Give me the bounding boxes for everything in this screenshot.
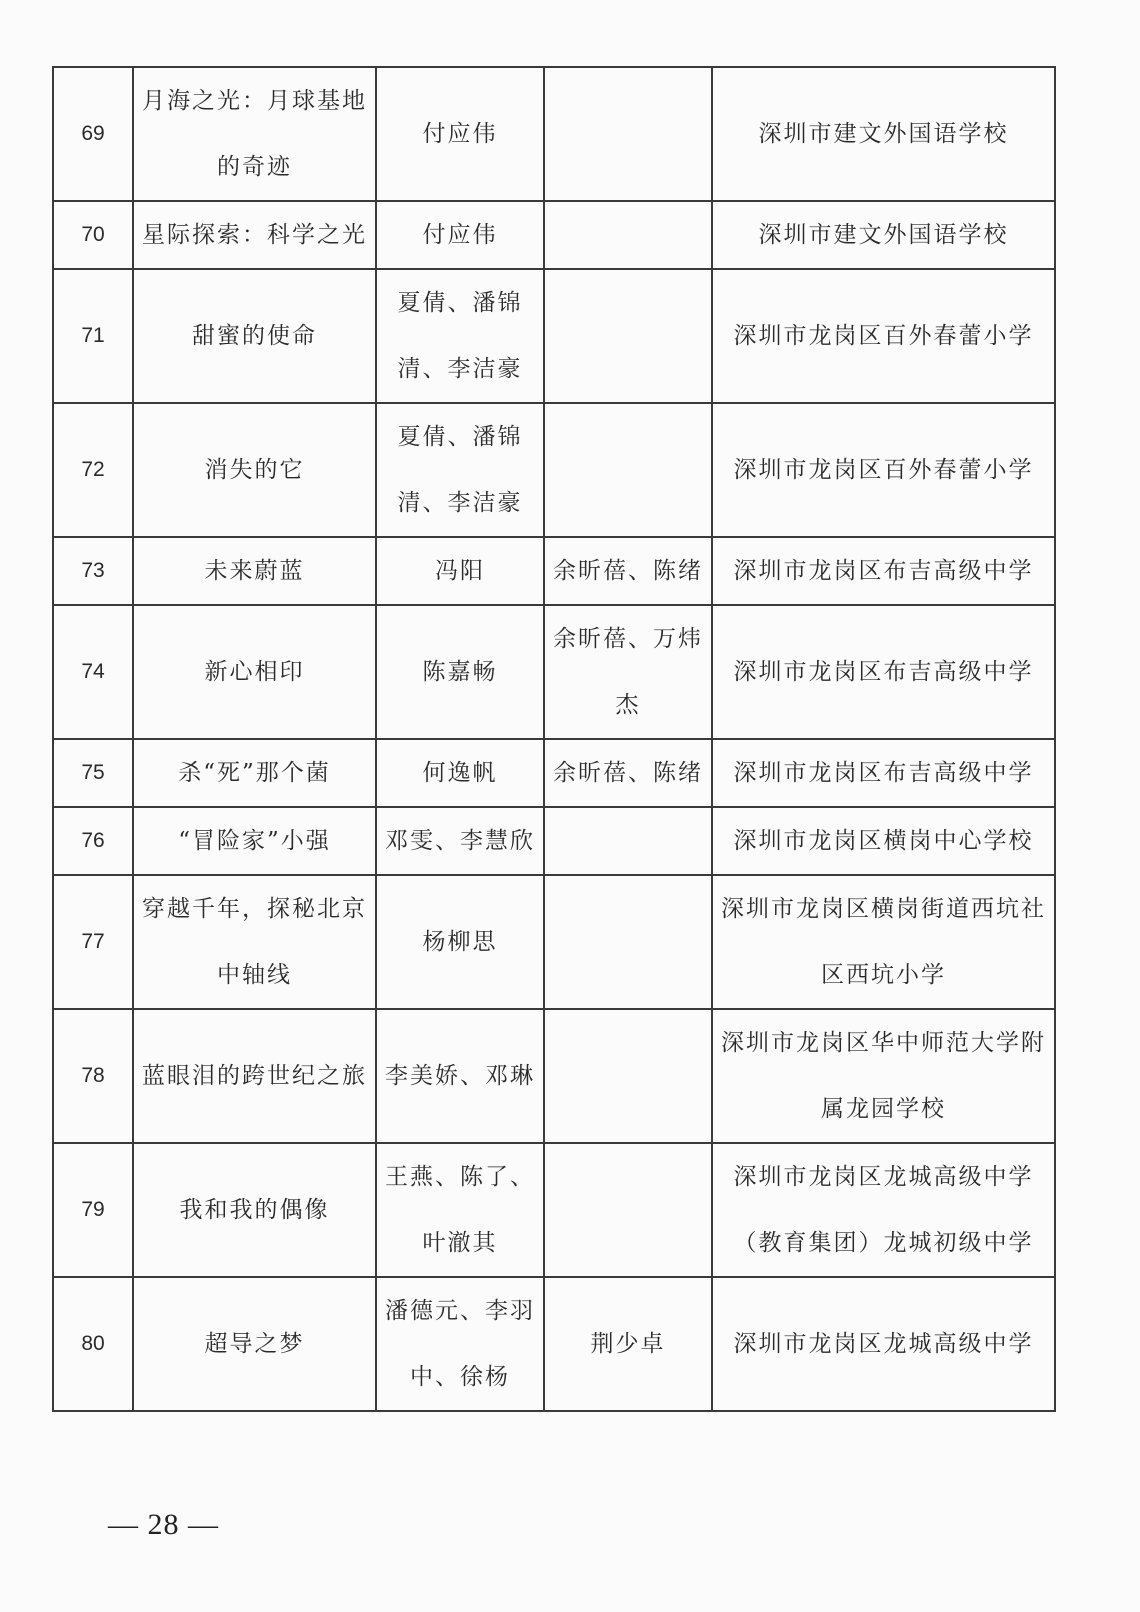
school: 深圳市龙岗区龙城高级中学: [712, 1277, 1055, 1411]
author: 冯阳: [376, 537, 544, 605]
row-number: 69: [53, 67, 133, 201]
table-row: [53, 875, 1055, 1009]
author: 夏倩、潘锦清、李洁豪: [376, 269, 544, 403]
row-number: 70: [53, 201, 133, 269]
school: 深圳市龙岗区百外春蕾小学: [712, 403, 1055, 537]
row-number: 72: [53, 403, 133, 537]
author: 付应伟: [376, 201, 544, 269]
author: 付应伟: [376, 67, 544, 201]
table-row: [53, 67, 1055, 201]
advisor: [544, 875, 712, 1009]
table-row: [53, 537, 1055, 605]
author: 杨柳思: [376, 875, 544, 1009]
work-title: 甜蜜的使命: [133, 269, 376, 403]
school: 深圳市龙岗区布吉高级中学: [712, 605, 1055, 739]
advisor: [544, 1009, 712, 1143]
author: 夏倩、潘锦清、李洁豪: [376, 403, 544, 537]
work-title: “冒险家”小强: [133, 807, 376, 875]
table-row: [53, 807, 1055, 875]
row-number: 71: [53, 269, 133, 403]
advisor: 余昕蓓、陈绪: [544, 537, 712, 605]
table-row: [53, 201, 1055, 269]
author: 潘德元、李羽中、徐杨: [376, 1277, 544, 1411]
row-number: 78: [53, 1009, 133, 1143]
author: 邓雯、李慧欣: [376, 807, 544, 875]
advisor: [544, 269, 712, 403]
table-row: [53, 1277, 1055, 1411]
work-title: 未来蔚蓝: [133, 537, 376, 605]
school: 深圳市龙岗区龙城高级中学（教育集团）龙城初级中学: [712, 1143, 1055, 1277]
work-title: 消失的它: [133, 403, 376, 537]
school: 深圳市龙岗区百外春蕾小学: [712, 269, 1055, 403]
work-title: 星际探索：科学之光: [133, 201, 376, 269]
author: 何逸帆: [376, 739, 544, 807]
row-number: 75: [53, 739, 133, 807]
advisor: 荆少卓: [544, 1277, 712, 1411]
work-title: 穿越千年，探秘北京中轴线: [133, 875, 376, 1009]
row-number: 74: [53, 605, 133, 739]
page-number: — 28 —: [108, 1508, 219, 1541]
row-number: 76: [53, 807, 133, 875]
author: 王燕、陈了、叶澈其: [376, 1143, 544, 1277]
school: 深圳市龙岗区横岗街道西坑社区西坑小学: [712, 875, 1055, 1009]
work-title: 蓝眼泪的跨世纪之旅: [133, 1009, 376, 1143]
advisor: [544, 67, 712, 201]
advisor: [544, 403, 712, 537]
table-row: [53, 605, 1055, 739]
advisor: [544, 1143, 712, 1277]
table-row: [53, 1009, 1055, 1143]
row-number: 73: [53, 537, 133, 605]
school: 深圳市龙岗区华中师范大学附属龙园学校: [712, 1009, 1055, 1143]
advisor: [544, 201, 712, 269]
work-title: 超导之梦: [133, 1277, 376, 1411]
work-title: 杀“死”那个菌: [133, 739, 376, 807]
table-row: [53, 269, 1055, 403]
advisor: 余昕蓓、万炜杰: [544, 605, 712, 739]
school: 深圳市龙岗区横岗中心学校: [712, 807, 1055, 875]
work-title: 我和我的偶像: [133, 1143, 376, 1277]
awards-table: [52, 66, 1056, 1412]
advisor: 余昕蓓、陈绪: [544, 739, 712, 807]
advisor: [544, 807, 712, 875]
work-title: 月海之光：月球基地的奇迹: [133, 67, 376, 201]
table-row: [53, 1143, 1055, 1277]
row-number: 80: [53, 1277, 133, 1411]
author: 李美娇、邓琳: [376, 1009, 544, 1143]
table-row: [53, 739, 1055, 807]
row-number: 77: [53, 875, 133, 1009]
row-number: 79: [53, 1143, 133, 1277]
school: 深圳市建文外国语学校: [712, 201, 1055, 269]
author: 陈嘉畅: [376, 605, 544, 739]
school: 深圳市建文外国语学校: [712, 67, 1055, 201]
school: 深圳市龙岗区布吉高级中学: [712, 537, 1055, 605]
table-row: [53, 403, 1055, 537]
work-title: 新心相印: [133, 605, 376, 739]
school: 深圳市龙岗区布吉高级中学: [712, 739, 1055, 807]
